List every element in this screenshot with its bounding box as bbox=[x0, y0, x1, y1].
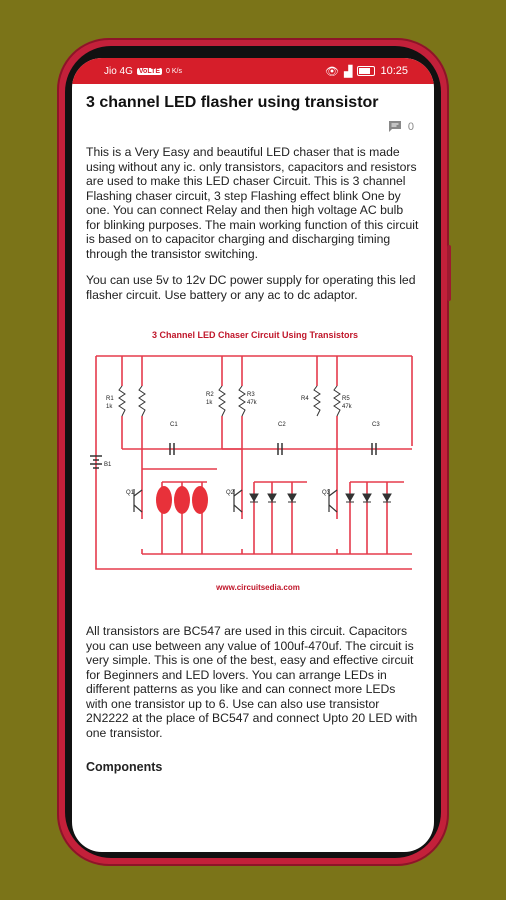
label-r2-value: 1k bbox=[206, 400, 213, 406]
label-r5-value: 47k bbox=[342, 404, 352, 410]
label-r1-value: 1k bbox=[106, 404, 113, 410]
label-r1: R1 bbox=[106, 396, 114, 402]
circuit-svg bbox=[82, 314, 428, 614]
status-right bbox=[325, 65, 408, 78]
paragraph-power-supply: You can use 5v to 12v DC power supply for operating this led flasher circuit. Use battery or any ac to dc adaptor. bbox=[86, 273, 416, 302]
led-diodes bbox=[250, 494, 391, 502]
battery-icon bbox=[357, 66, 375, 76]
comment-icon bbox=[388, 120, 402, 133]
paragraph-components-info: All transistors are BC547 are used in this circuit. Capacitors you can use between any value of 100uf-470uf. The circuit is very simple. This is one of the best, easy and effective circuit for Beginners and LED lovers. You can arrange LEDs in different patterns as you like and can connect more LEDs with one transistor up to 6. Use can also use transistor 2N2222 at the place of BC547 and connect Upto 20 LED with one transistor. bbox=[86, 624, 418, 740]
label-r5: R5 bbox=[342, 396, 350, 402]
status-bar bbox=[72, 58, 434, 84]
label-q3: Q3 bbox=[322, 490, 331, 496]
label-b1: B1 bbox=[104, 462, 112, 468]
clock: 10:25 bbox=[380, 65, 408, 77]
label-c2: C2 bbox=[278, 422, 286, 428]
signal-icon: ▟ bbox=[344, 65, 353, 78]
article bbox=[72, 94, 434, 774]
label-q1: Q1 bbox=[126, 490, 135, 496]
label-c3: C3 bbox=[372, 422, 380, 428]
components-heading: Components bbox=[86, 760, 163, 774]
red-leds bbox=[156, 486, 208, 514]
article-title: 3 channel LED flasher using transistor bbox=[86, 94, 379, 111]
comment-count: 0 bbox=[407, 120, 414, 133]
circuit-diagram bbox=[82, 314, 424, 614]
diagram-website: www.circuitsedia.com bbox=[216, 583, 300, 592]
diagram-title: 3 Channel LED Chaser Circuit Using Transistors bbox=[151, 330, 359, 340]
wires bbox=[96, 356, 412, 569]
paragraph-intro: This is a Very Easy and beautiful LED chaser that is made using without any ic. only transistors, capacitors and resistors are used to make this LED chaser Circuit. This is 3 channel Flashing chaser circuit, 3 step Flashing effect blink One by one. You can connect Relay and then high voltage AC bulb for blinking purposes. The main working function of this circuit is based on to capacitor charging and discharging timing through the transistor switching. bbox=[86, 145, 419, 261]
power-button bbox=[447, 245, 451, 301]
label-q2: Q2 bbox=[226, 490, 235, 496]
label-r3-value: 47k bbox=[247, 400, 257, 406]
carrier-label: Jio 4G bbox=[104, 65, 133, 77]
eye-icon: 👁 bbox=[325, 65, 339, 78]
volte-badge: VoLTE bbox=[138, 67, 161, 75]
comments-indicator[interactable] bbox=[86, 120, 414, 133]
screen bbox=[72, 58, 434, 852]
label-r3: R3 bbox=[247, 392, 255, 398]
network-speed: 0 K/s bbox=[166, 67, 182, 75]
status-left bbox=[104, 66, 182, 77]
label-c1: C1 bbox=[170, 422, 178, 428]
label-r2: R2 bbox=[206, 392, 214, 398]
label-r4: R4 bbox=[301, 396, 309, 402]
